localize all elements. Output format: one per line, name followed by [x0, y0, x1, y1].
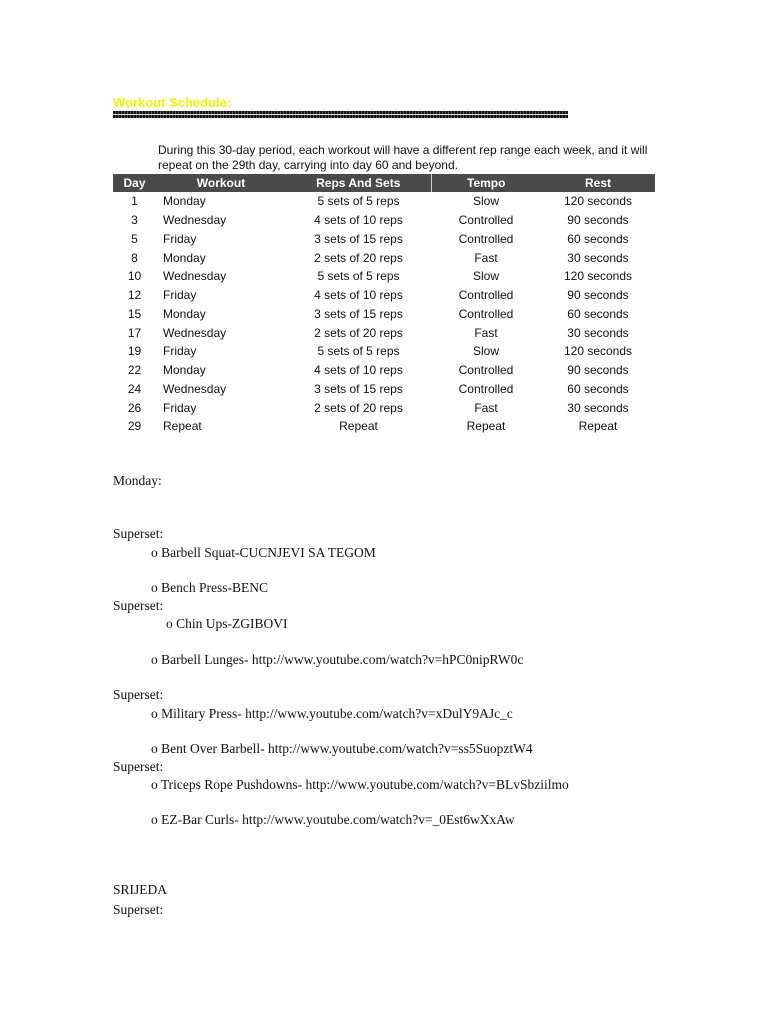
table-row	[113, 211, 655, 230]
cell-rest: 60 seconds	[567, 231, 629, 246]
cell-workout: Friday	[163, 288, 197, 303]
superset-label: Superset:	[113, 759, 164, 774]
cell-workout: Wednesday	[163, 325, 227, 340]
cell-day: 15	[127, 306, 142, 321]
cell-tempo: Controlled	[458, 213, 514, 228]
cell-tempo: Slow	[472, 269, 499, 284]
cell-day: 19	[127, 344, 142, 359]
list-item: o Chin Ups-ZGIBOVI	[166, 616, 288, 631]
cell-reps: 3 sets of 15 reps	[314, 306, 403, 321]
cell-workout: Friday	[163, 400, 197, 415]
cell-day: 12	[127, 288, 142, 303]
cell-reps: 5 sets of 5 reps	[317, 269, 400, 284]
cell-day: 5	[131, 231, 138, 246]
cell-workout: Monday	[163, 363, 206, 378]
list-item: o Bench Press-BENC	[151, 580, 268, 595]
cell-day: 8	[131, 250, 138, 265]
cell-day: 29	[127, 419, 142, 434]
cell-tempo: Controlled	[458, 381, 514, 396]
cell-rest: 90 seconds	[567, 288, 629, 303]
list-item: o Bent Over Barbell- http://www.youtube.com/watch?v=ss5SuopztW4	[151, 741, 533, 756]
superset-label: Superset:	[113, 902, 164, 917]
cell-rest: 120 seconds	[563, 344, 633, 359]
cell-tempo: Controlled	[458, 306, 514, 321]
list-item: o Military Press- http://www.youtube.com/watch?v=xDulY9AJc_c	[151, 706, 513, 721]
table-row	[113, 380, 655, 399]
cell-day: 24	[127, 381, 142, 396]
cell-reps: Repeat	[339, 419, 378, 434]
cell-tempo: Slow	[472, 344, 499, 359]
srijeda-heading: SRIJEDA	[113, 882, 168, 897]
cell-rest: 60 seconds	[567, 306, 629, 321]
header-workout: Workout	[156, 174, 286, 192]
cell-day: 26	[127, 400, 142, 415]
cell-tempo: Controlled	[458, 231, 514, 246]
cell-tempo: Repeat	[466, 419, 506, 434]
cell-workout: Wednesday	[163, 269, 227, 284]
cell-reps: 4 sets of 10 reps	[314, 288, 403, 303]
cell-workout: Monday	[163, 306, 206, 321]
cell-reps: 3 sets of 15 reps	[314, 381, 403, 396]
list-item: o Barbell Lunges- http://www.youtube.com/watch?v=hPC0nipRW0c	[151, 652, 524, 667]
cell-rest: 30 seconds	[567, 325, 629, 340]
cell-tempo: Slow	[472, 194, 499, 209]
list-item: o Triceps Rope Pushdowns- http://www.youtube.com/watch?v=BLvSbziilmo	[151, 777, 569, 792]
cell-tempo: Fast	[474, 400, 498, 415]
superset-label: Superset:	[113, 526, 164, 541]
cell-tempo: Fast	[474, 325, 498, 340]
list-item: o Barbell Squat-CUCNJEVI SA TEGOM	[151, 545, 376, 560]
cell-tempo: Controlled	[458, 288, 514, 303]
table-row	[113, 267, 655, 286]
table-row	[113, 417, 655, 436]
table-row	[113, 286, 655, 305]
cell-tempo: Controlled	[458, 363, 514, 378]
cell-reps: 5 sets of 5 reps	[317, 194, 400, 209]
cell-rest: Repeat	[578, 419, 618, 434]
cell-reps: 4 sets of 10 reps	[314, 213, 403, 228]
cell-workout: Wednesday	[163, 213, 227, 228]
cell-rest: 90 seconds	[567, 213, 629, 228]
cell-reps: 4 sets of 10 reps	[314, 363, 403, 378]
table-row	[113, 248, 655, 267]
cell-day: 1	[131, 194, 138, 209]
cell-workout: Friday	[163, 231, 197, 246]
header-rest: Rest	[541, 174, 655, 192]
superset-label: Superset:	[113, 687, 164, 702]
table-row	[113, 323, 655, 342]
table-body	[113, 192, 655, 436]
table-row	[113, 305, 655, 324]
cell-workout: Monday	[163, 250, 206, 265]
cell-rest: 30 seconds	[567, 400, 629, 415]
schedule-table	[113, 174, 655, 436]
table-row	[113, 342, 655, 361]
cell-rest: 60 seconds	[567, 381, 629, 396]
cell-reps: 2 sets of 20 reps	[314, 400, 403, 415]
cell-workout: Repeat	[163, 419, 202, 434]
cell-reps: 3 sets of 15 reps	[314, 231, 403, 246]
cell-rest: 90 seconds	[567, 363, 629, 378]
table-row	[113, 398, 655, 417]
title-underline	[113, 111, 568, 118]
cell-day: 3	[131, 213, 138, 228]
cell-day: 17	[127, 325, 142, 340]
cell-reps: 2 sets of 20 reps	[314, 325, 403, 340]
cell-rest: 120 seconds	[563, 269, 633, 284]
monday-heading: Monday:	[113, 473, 162, 488]
table-row	[113, 192, 655, 211]
cell-tempo: Fast	[474, 250, 498, 265]
header-day: Day	[113, 174, 156, 192]
table-row	[113, 230, 655, 249]
cell-rest: 120 seconds	[563, 194, 633, 209]
table-header-row	[113, 174, 655, 192]
schedule-title: Workout Schedule:	[113, 95, 232, 110]
header-tempo: Tempo	[431, 174, 541, 192]
cell-day: 10	[127, 269, 142, 284]
table-row	[113, 361, 655, 380]
superset-label: Superset:	[113, 598, 164, 613]
cell-reps: 5 sets of 5 reps	[317, 344, 400, 359]
cell-day: 22	[127, 363, 142, 378]
cell-reps: 2 sets of 20 reps	[314, 250, 403, 265]
list-item: o EZ-Bar Curls- http://www.youtube.com/watch?v=_0Est6wXxAw	[151, 812, 515, 827]
cell-workout: Wednesday	[163, 381, 227, 396]
cell-workout: Monday	[163, 194, 206, 209]
intro-paragraph: During this 30-day period, each workout will have a different rep range each week, and it will repeat on the 29th day, carrying into day 60 and beyond.	[158, 143, 648, 172]
header-reps: Reps And Sets	[286, 174, 431, 192]
cell-rest: 30 seconds	[567, 250, 629, 265]
cell-workout: Friday	[163, 344, 197, 359]
